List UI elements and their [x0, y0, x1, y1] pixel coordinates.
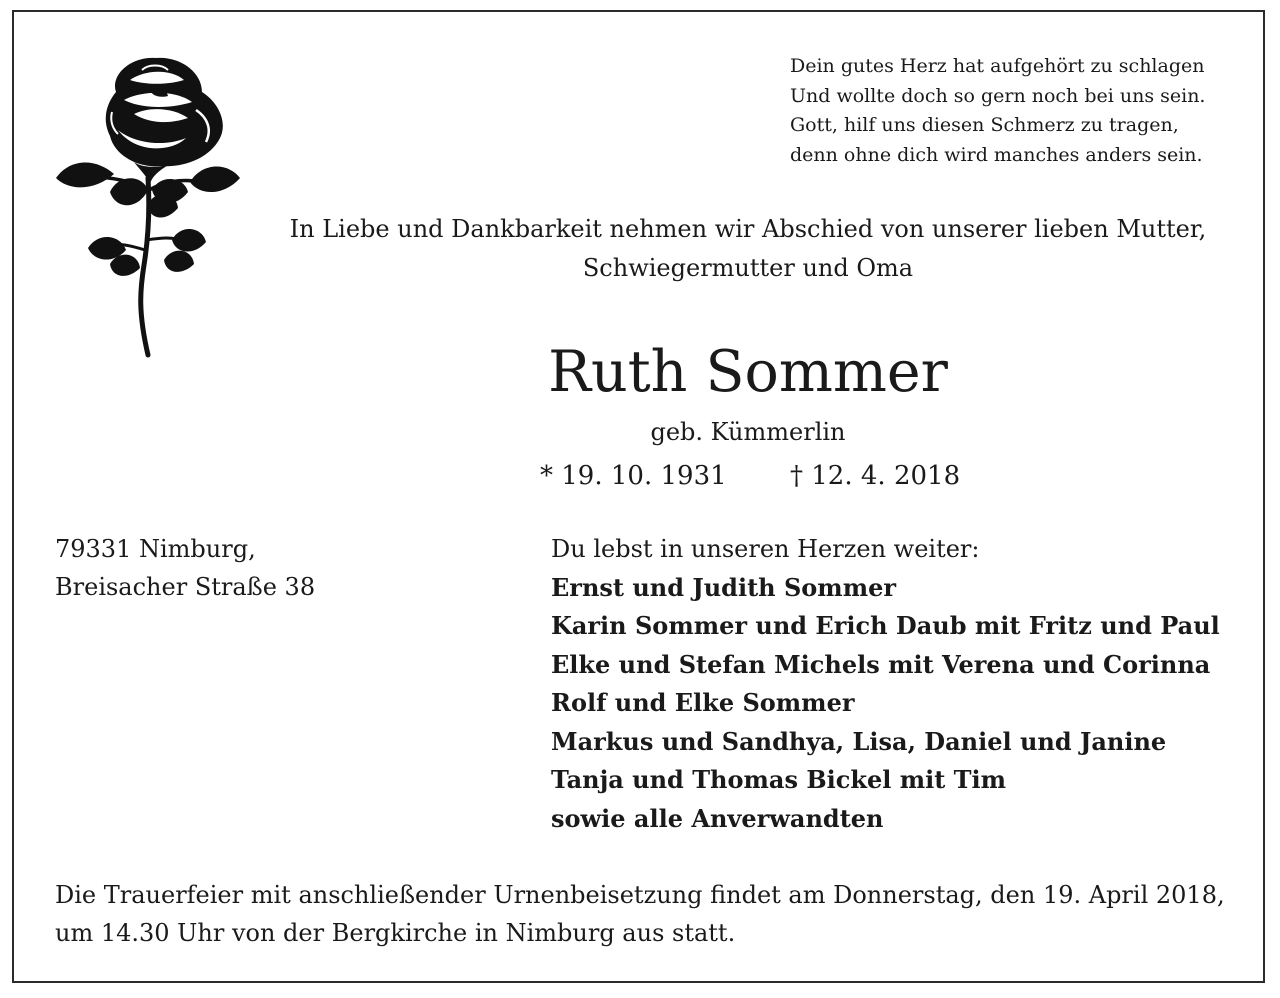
- deceased-name: Ruth Sommer: [548, 339, 948, 405]
- family-member: sowie alle Anverwandten: [551, 803, 884, 833]
- service-line: um 14.30 Uhr von der Bergkirche in Nimburg aus statt.: [55, 919, 736, 947]
- address: [55, 530, 315, 606]
- address-line: 79331 Nimburg,: [55, 535, 256, 563]
- poem: [790, 52, 1250, 170]
- birth-name: geb. Kümmerlin: [650, 418, 846, 446]
- family-member: Karin Sommer und Erich Daub mit Fritz und Paul: [551, 611, 1220, 640]
- poem-line: Und wollte doch so gern noch bei uns sein.: [790, 84, 1206, 107]
- family-member: Markus und Sandhya, Lisa, Daniel und Janine: [551, 726, 1167, 756]
- family-heading: Du lebst in unseren Herzen weiter:: [551, 535, 980, 563]
- life-dates: [540, 456, 980, 496]
- service-info: [55, 876, 1255, 952]
- family-member: Elke und Stefan Michels mit Verena und Corinna: [551, 649, 1211, 679]
- rose-icon: [52, 50, 244, 368]
- intro-text: [262, 210, 1234, 288]
- poem-line: Gott, hilf uns diesen Schmerz zu tragen,: [790, 114, 1179, 136]
- birth-date: * 19. 10. 1931: [540, 461, 727, 491]
- death-date: † 12. 4. 2018: [790, 461, 961, 491]
- family-member: Rolf und Elke Sommer: [551, 688, 855, 717]
- poem-line: Dein gutes Herz hat aufgehört zu schlagen: [790, 55, 1205, 77]
- family-list: [551, 530, 1220, 838]
- family-member: Ernst und Judith Sommer: [551, 572, 897, 602]
- address-line: Breisacher Straße 38: [55, 573, 316, 601]
- intro-line: Schwiegermutter und Oma: [582, 254, 914, 282]
- poem-line: denn ohne dich wird manches anders sein.: [790, 143, 1203, 166]
- family-member: Tanja und Thomas Bickel mit Tim: [551, 765, 1007, 794]
- family-members: [551, 569, 1220, 839]
- service-line: Die Trauerfeier mit anschließender Urnenbeisetzung findet am Donnerstag, den 19. April 2018,: [55, 881, 1225, 909]
- intro-line: In Liebe und Dankbarkeit nehmen wir Abschied von unserer lieben Mutter,: [289, 215, 1207, 243]
